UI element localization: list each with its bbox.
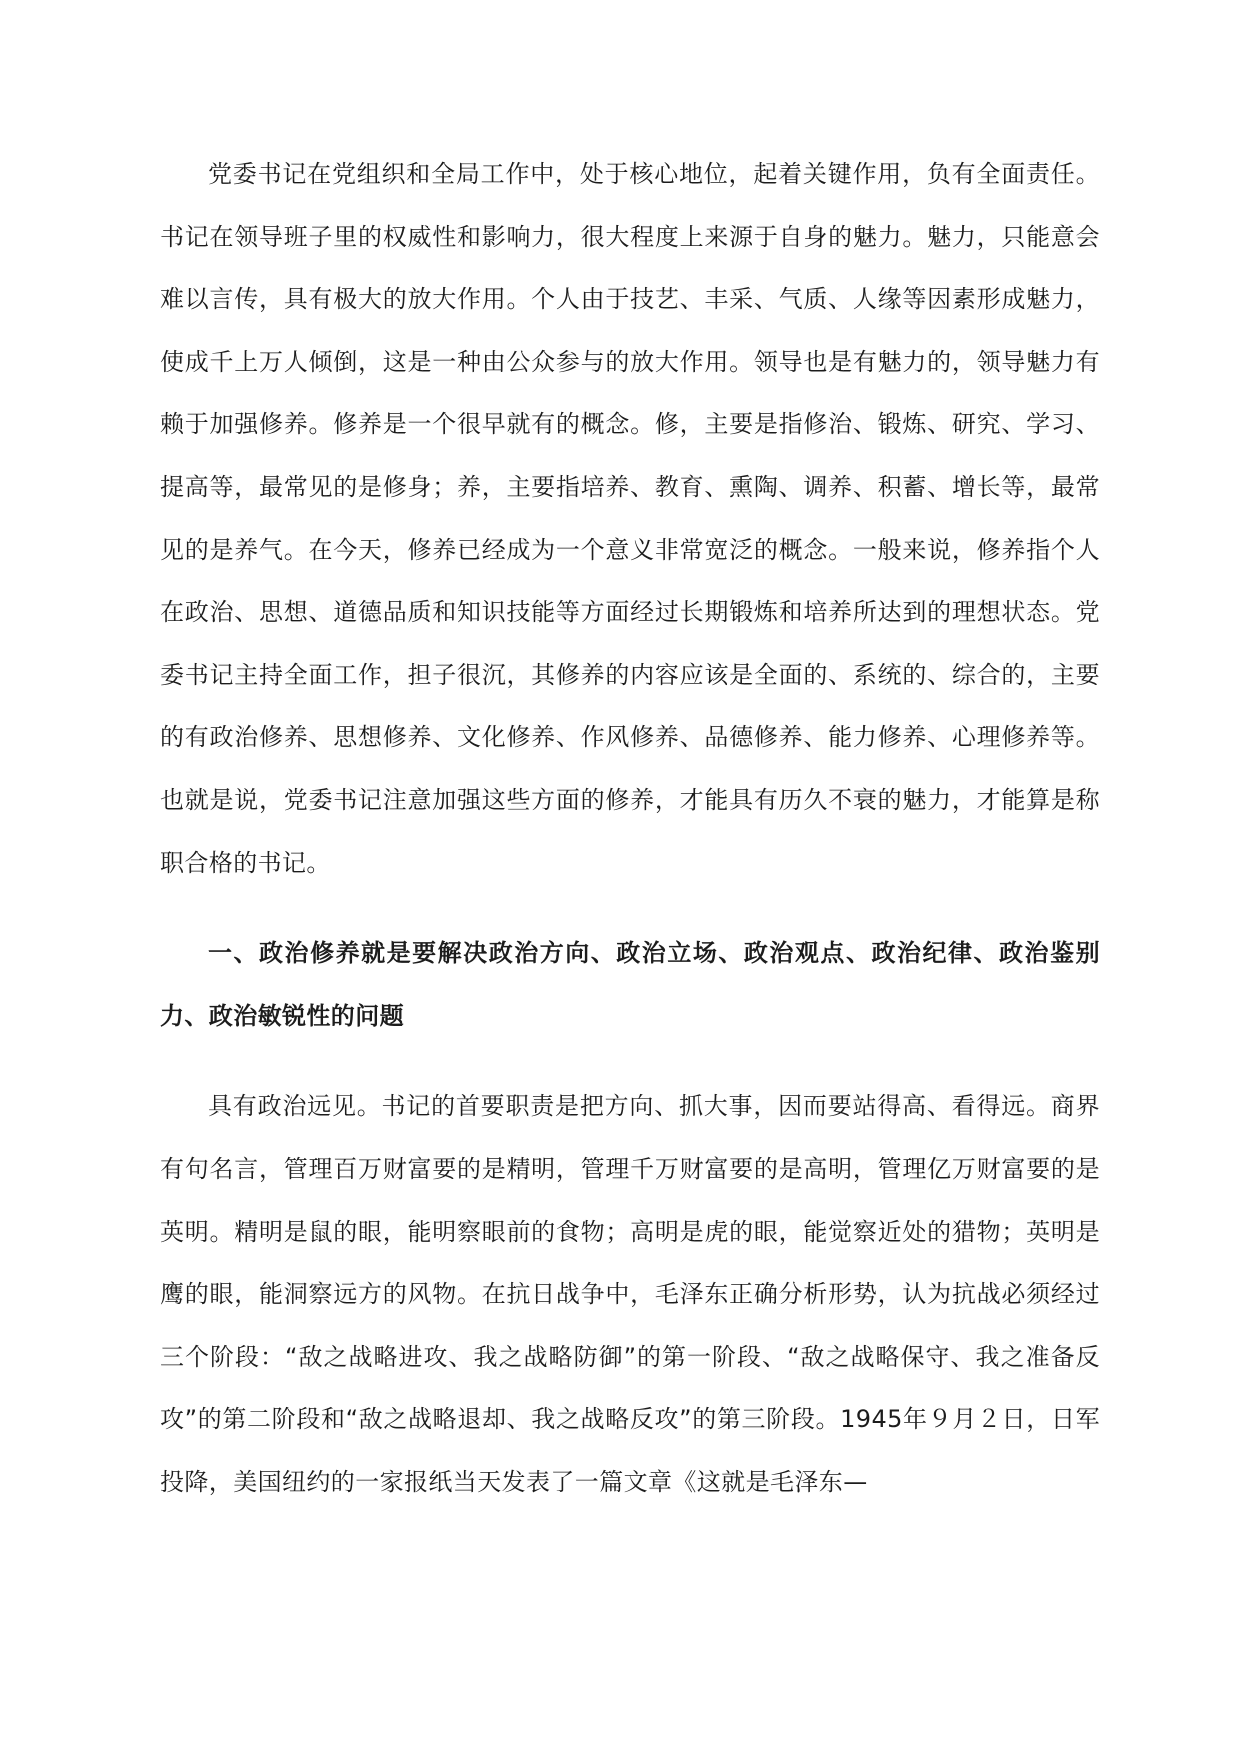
document-body [160, 143, 1100, 1513]
intro-paragraph: 党委书记在党组织和全局工作中，处于核心地位，起着关键作用，负有全面责任。书记在领导班子里的权威性和影响力，很大程度上来源于自身的魅力。魅力，只能意会难以言传，具有极大的放大作用。个人由于技艺、丰采、气质、人缘等因素形成魅力，使成千上万人倾倒，这是一种由公众参与的放大作用。领导也是有魅力的，领导魅力有赖于加强修养。修养是一个很早就有的概念。修，主要是指修治、锻炼、研究、学习、提高等，最常见的是修身；养，主要指培养、教育、熏陶、调养、积蓄、增长等，最常见的是养气。在今天，修养已经成为一个意义非常宽泛的概念。一般来说，修养指个人在政治、思想、道德品质和知识技能等方面经过长期锻炼和培养所达到的理想状态。党委书记主持全面工作，担子很沉，其修养的内容应该是全面的、系统的、综合的，主要的有政治修养、思想修养、文化修养、作风修养、品德修养、能力修养、心理修养等。也就是说，党委书记注意加强这些方面的修养，才能具有历久不衰的魅力，才能算是称职合格的书记。 [160, 160, 1100, 877]
section-body-paragraph: 具有政治远见。书记的首要职责是把方向、抓大事，因而要站得高、看得远。商界有句名言，管理百万财富要的是精明，管理千万财富要的是高明，管理亿万财富要的是英明。精明是鼠的眼，能明察眼前的食物；高明是虎的眼，能觉察近处的猎物；英明是鹰的眼，能洞察远方的风物。在抗日战争中，毛泽东正确分析形势，认为抗战必须经过三个阶段：“敌之战略进攻、我之战略防御”的第一阶段、“敌之战略保守、我之准备反攻”的第二阶段和“敌之战略退却、我之战略反攻”的第三阶段。1945年９月２日，日军投降，美国纽约的一家报纸当天发表了一篇文章《这就是毛泽东— [160, 1092, 1100, 1496]
section-heading-political-cultivation: 一、政治修养就是要解决政治方向、政治立场、政治观点、政治纪律、政治鉴别力、政治敏锐性的问题 [160, 939, 1100, 1030]
